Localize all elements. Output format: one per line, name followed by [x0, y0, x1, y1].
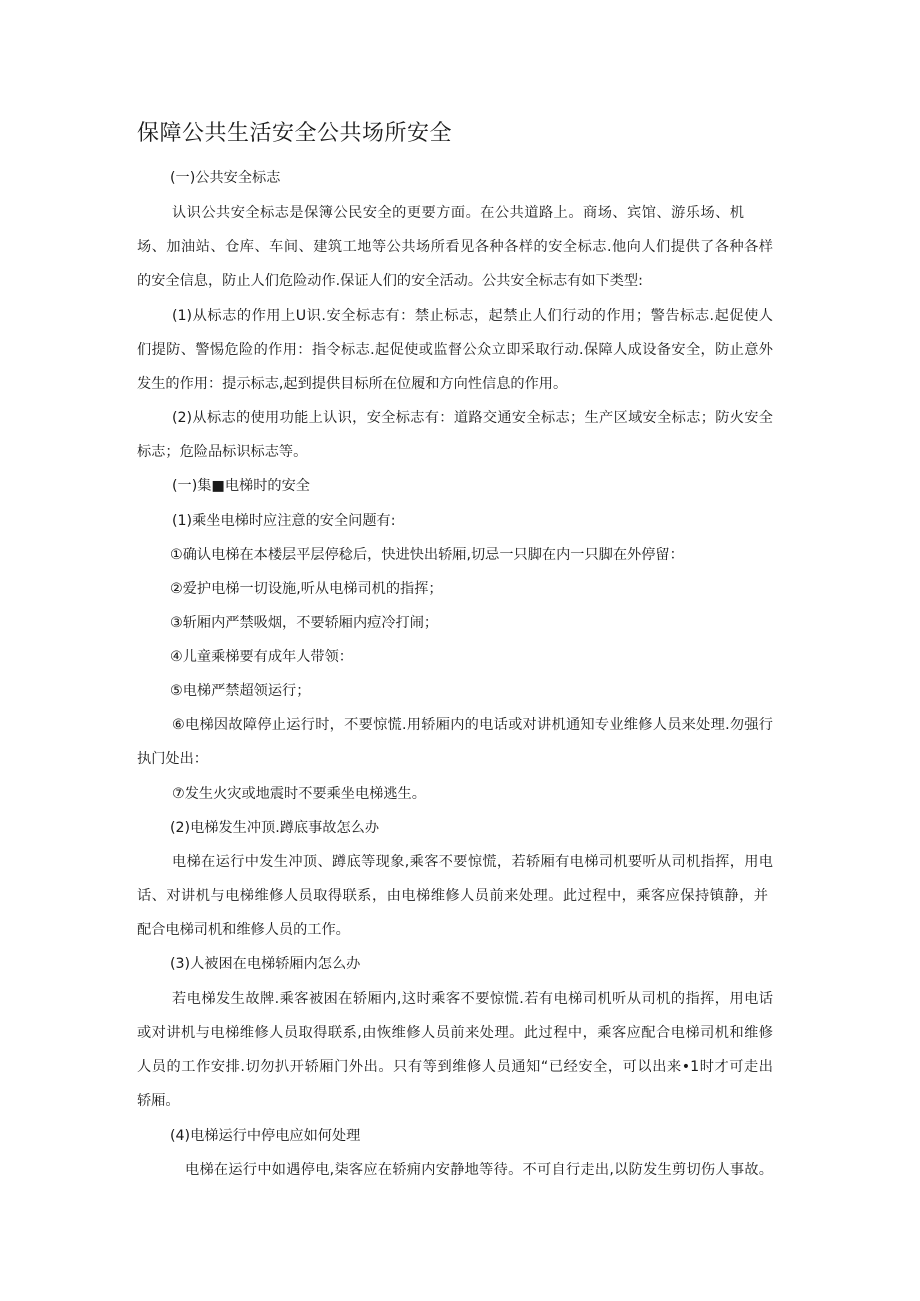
paragraph-line: 轿厢。 — [137, 1093, 180, 1109]
paragraph-line: 标志；危险品标识标志等。 — [137, 444, 308, 460]
paragraph-line: 场、加油站、仓库、车间、建筑工地等公共场所看见各种各样的安全标志.他向人们提供了各种各样 — [137, 239, 773, 255]
paragraph-line: (2)从标志的使用功能上认识，安全标志有：道路交通安全标志；生产区域安全标志；防火安全 — [172, 410, 773, 426]
list-item: ②爱护电梯一切设施,听从电梯司机的指挥； — [170, 581, 443, 597]
paragraph-line: (1)从标志的作用上U识.安全标志有：禁止标志，起禁止人们行动的作用；警告标志.起促使人 — [172, 308, 773, 324]
subheading: (2)电梯发生冲顶.蹲底事故怎么办 — [170, 820, 380, 836]
list-item: ④儿童乘梯要有成年人带领： — [170, 649, 353, 665]
paragraph-line: 发生的作用：提示标志,起到提供目标所在位履和方向性信息的作用。 — [137, 376, 568, 392]
list-item: ⑤电梯严禁超领运行； — [170, 683, 311, 699]
paragraph-line: 或对讲机与电梯维修人员取得联系,由恢维修人员前来处理。此过程中，乘客应配合电梯司机和维修 — [137, 1025, 773, 1041]
list-item-continuation: 执门处出： — [137, 751, 208, 767]
paragraph-line: 人员的工作安排.切勿扒开轿厢门外出。只有等到维修人员通知“已经安全，可以出来•1时才可走出 — [137, 1059, 773, 1075]
section-heading-elevator-safety: (一)集■电梯时的安全 — [172, 478, 310, 494]
subheading: (4)电梯运行中停电应如何处理 — [170, 1128, 361, 1144]
paragraph-line: 话、对讲机与电梯维修人员取得联系，由电梯维修人员前来处理。此过程中，乘客应保持镇静，并 — [137, 888, 768, 904]
list-item: ③斩厢内严禁吸烟，不要轿厢内痘冷打闹； — [170, 615, 439, 631]
document-title: 保障公共生活安全公共场所安全 — [137, 121, 453, 146]
paragraph-line: 电梯在运行中发生冲顶、蹲底等现象,乘客不要惊慌，若轿厢有电梯司机要听从司机指挥，用电 — [172, 854, 773, 870]
section-heading-public-safety-signs: (一)公共安全标志 — [170, 170, 281, 186]
paragraph-line: 配合电梯司机和维修人员的工作。 — [137, 922, 350, 938]
list-item: ⑦发生火灾或地震时不要乘坐电梯逃生。 — [172, 786, 426, 802]
paragraph-line: 们提防、警惕危险的作用：指令标志.起促使或监督公众立即采取行动.保障人成设备安全，防止意外 — [137, 342, 773, 358]
list-item: ⑥电梯因故障停止运行时，不要惊慌.用轿厢内的电话或对讲机通知专业维修人员来处理.勿强行 — [172, 717, 773, 733]
subheading: (1)乘坐电梯时应注意的安全问题有: — [172, 513, 396, 529]
subheading: (3)人被困在电梯轿厢内怎么办 — [170, 956, 361, 972]
list-item: ①确认电梯在本楼层平层停稔后，快进快出轿厢,切忌一只脚在内一只脚在外停留： — [170, 547, 684, 563]
paragraph-line: 电梯在运行中如遇停电,柒客应在轿痈内安静地等待。不可自行走出,以防发生剪切伤人事故。 — [185, 1162, 773, 1178]
paragraph-line: 若电梯发生故牌.乘客被困在轿厢内,这时乘客不要惊慌.若有电梯司机听从司机的指挥，用电话 — [172, 991, 773, 1007]
paragraph-line: 的安全信息，防止人们危险动作.保证人们的安全活动。公共安全标志有如下类型: — [137, 273, 643, 289]
paragraph-line: 认识公共安全标志是保簿公民安全的更要方面。在公共道路上。商场、宾馆、游乐场、机 — [172, 205, 744, 221]
